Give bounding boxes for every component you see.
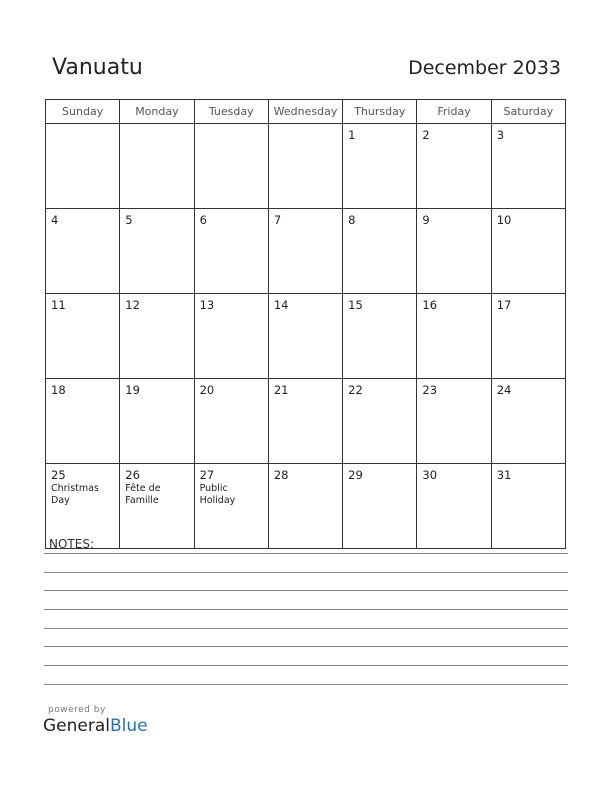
day-cell [343,464,417,549]
note-line [44,572,568,573]
holiday-label: Christmas Day [51,483,99,506]
weekday-header: Sunday [46,100,120,124]
note-line [44,590,568,591]
day-number: 10 [496,213,512,227]
note-line [44,628,568,629]
day-number: 11 [51,298,66,312]
month-year-title: December 2033 [408,57,561,79]
day-cell [46,124,120,209]
day-cell [194,294,268,379]
day-number: 29 [348,468,363,482]
generalblue-logo [43,716,148,736]
day-number: 15 [348,298,363,312]
day-number: 2 [422,128,430,142]
day-number: 28 [273,468,289,482]
day-cell [194,209,268,294]
day-number: 18 [51,383,66,397]
day-cell [343,124,417,209]
weekday-header: Wednesday [268,100,342,124]
day-cell [417,124,491,209]
day-cell [343,294,417,379]
day-cell [491,124,565,209]
day-number: 21 [273,383,289,397]
day-number: 16 [422,298,438,312]
day-cell [417,209,491,294]
day-cell [46,209,120,294]
day-cell [268,124,342,209]
day-cell [46,464,120,549]
day-number: 6 [199,213,207,227]
holiday-label: Public Holiday [199,483,236,506]
brand-general: General [43,716,110,736]
day-cell [194,379,268,464]
day-cell [343,379,417,464]
note-line [44,609,568,610]
country-title: Vanuatu [52,55,143,80]
day-number: 25 [51,468,66,482]
day-cell [417,294,491,379]
calendar-week-row [46,464,566,549]
day-number: 14 [273,298,289,312]
day-number: 3 [496,128,505,142]
day-cell [194,464,268,549]
day-cell [46,294,120,379]
day-number: 7 [273,213,282,227]
day-cell [268,209,342,294]
day-cell [120,379,194,464]
weekday-header-row [46,100,566,124]
day-number: 24 [496,383,512,397]
day-cell [120,124,194,209]
day-cell [491,294,565,379]
day-number: 8 [348,213,356,227]
day-number: 20 [199,383,215,397]
holiday-label: Fête de Famille [125,483,161,506]
day-cell [491,379,565,464]
day-cell [268,464,342,549]
day-cell [194,124,268,209]
day-number: 27 [199,468,215,482]
note-line [44,684,568,685]
day-cell [491,209,565,294]
day-number: 12 [125,298,140,312]
day-cell [268,294,342,379]
powered-by-text: powered by [48,705,106,715]
day-cell [417,379,491,464]
calendar-week-row [46,124,566,209]
day-number: 30 [422,468,438,482]
weekday-header: Monday [120,100,194,124]
calendar-week-row [46,294,566,379]
weekday-header: Friday [417,100,491,124]
day-number: 9 [422,213,430,227]
weekday-header: Tuesday [194,100,268,124]
day-cell [491,464,565,549]
day-number: 1 [348,128,356,142]
day-number: 4 [51,213,59,227]
day-number: 31 [496,468,512,482]
note-line [44,646,568,647]
day-number: 22 [348,383,363,397]
calendar-week-row [46,379,566,464]
note-line [44,553,568,554]
day-cell [46,379,120,464]
day-cell [120,209,194,294]
day-number: 19 [125,383,140,397]
day-number: 17 [496,298,512,312]
weekday-header: Thursday [343,100,417,124]
note-line [44,665,568,666]
weekday-header: Saturday [491,100,565,124]
day-cell [120,464,194,549]
day-number: 13 [199,298,215,312]
calendar-week-row [46,209,566,294]
day-cell [120,294,194,379]
day-number: 26 [125,468,140,482]
day-cell [268,379,342,464]
day-number: 23 [422,383,438,397]
notes-label: NOTES: [49,537,94,551]
day-cell [343,209,417,294]
calendar-grid [45,99,566,549]
day-number: 5 [125,213,133,227]
brand-blue: Blue [110,716,148,736]
day-cell [417,464,491,549]
